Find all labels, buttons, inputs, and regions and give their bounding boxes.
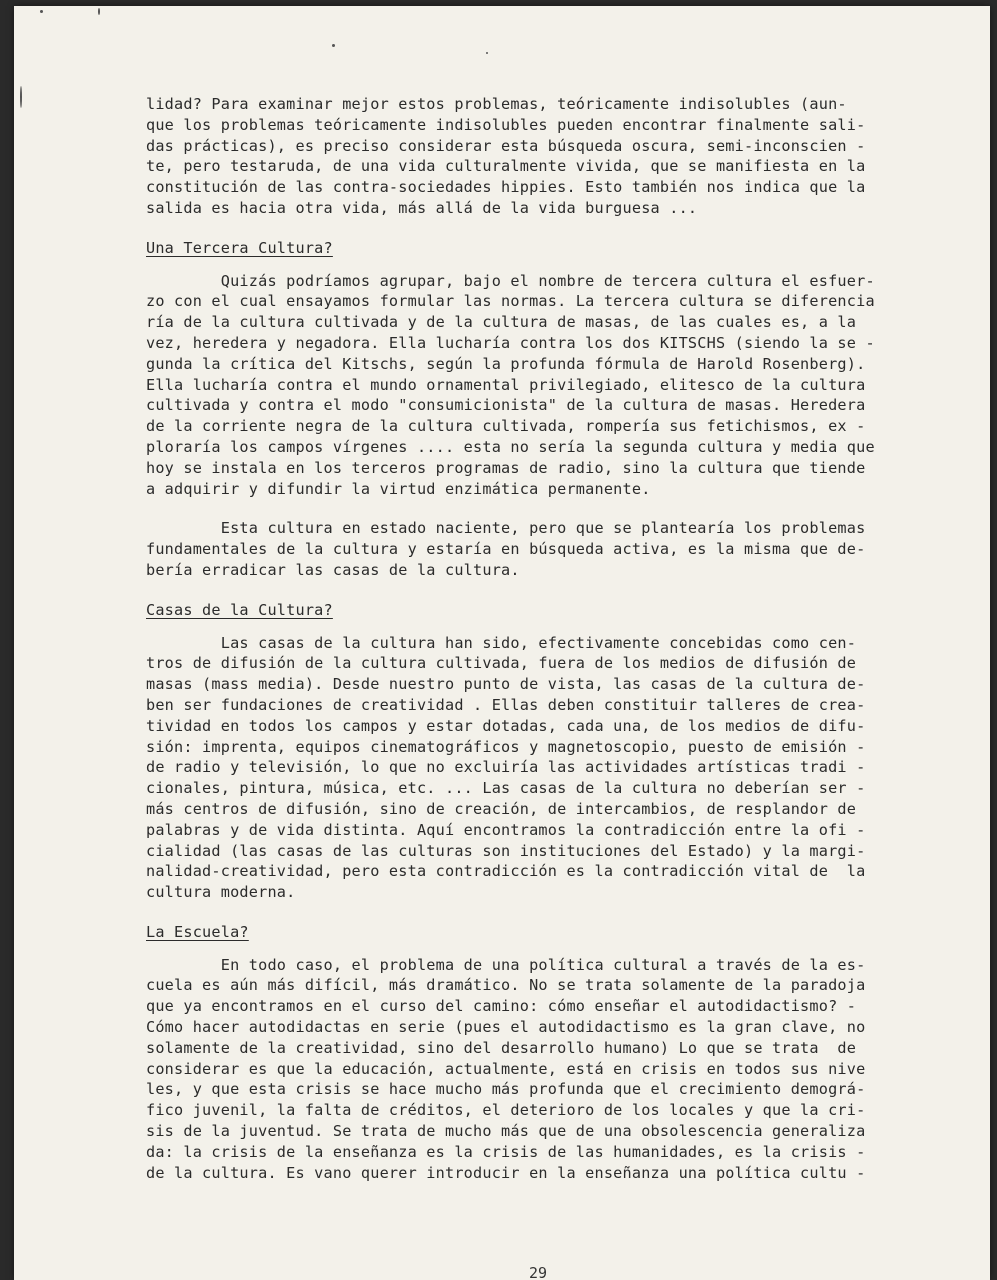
text-line: sis de la juventud. Se trata de mucho más que de una obsolescencia generaliza [146,1122,866,1141]
text-line: les, y que esta crisis se hace mucho más profunda que el crecimiento demográ- [146,1080,866,1099]
text-line: de la cultura. Es vano querer introducir en la enseñanza una política cultu - [146,1163,866,1182]
text-line: nalidad-creatividad, pero esta contradicción es la contradicción vital de la [146,862,866,881]
heading-casas-cultura: Casas de la Cultura? [146,600,333,619]
text-line: da: la crisis de la enseñanza es la crisis de las humanidades, es la crisis - [146,1142,866,1161]
text-line: hoy se instala en los terceros programas de radio, sino la cultura que tiende [146,458,866,477]
text-line: que ya encontramos en el curso del camino: cómo enseñar el autodidactismo? - [146,997,857,1016]
text-line: tividad en todos los campos y estar dotadas, cada una, de los medios de difu- [146,716,866,735]
text-line: masas (mass media). Desde nuestro punto de vista, las casas de la cultura de- [146,675,866,694]
page-number: 29 [529,1264,548,1280]
paragraph-escuela [146,955,958,1184]
text-line: salida es hacia otra vida, más allá de la vida burguesa ... [146,198,698,217]
text-line: que los problemas teóricamente indisolubles pueden encontrar finalmente sali- [146,115,866,134]
document-body [146,94,958,1183]
speck [98,8,100,15]
text-line: sión: imprenta, equipos cinematográficos y magnetoscopio, puesto de emisión - [146,737,866,756]
text-line: constitución de las contra-sociedades hippies. Esto también nos indica que la [146,178,866,197]
heading-tercera-cultura: Una Tercera Cultura? [146,238,333,257]
text-line: de radio y televisión, lo que no excluiría las actividades artísticas tradi - [146,758,866,777]
text-line: considerar es que la educación, actualmente, está en crisis en todos sus nive [146,1059,866,1078]
text-line: Cómo hacer autodidactas en serie (pues el autodidactismo es la gran clave, no [146,1018,866,1037]
speck [332,44,335,47]
text-line: ploraría los campos vírgenes .... esta no sería la segunda cultura y media que [146,437,875,456]
text-line: a adquirir y difundir la virtud enzimática permanente. [146,479,651,498]
text-line: Quizás podríamos agrupar, bajo el nombre de tercera cultura el esfuer- [146,271,875,290]
speck [20,86,22,108]
text-line: cuela es aún más difícil, más dramático. No se trata solamente de la paradoja [146,976,866,995]
text-line: ben ser fundaciones de creatividad . Ellas deben constituir talleres de crea- [146,695,866,714]
speck [40,10,43,13]
text-line: cultura moderna. [146,883,296,902]
text-line: ría de la cultura cultivada y de la cultura de masas, de las cuales es, a la [146,313,857,332]
text-line: das prácticas), es preciso considerar esta búsqueda oscura, semi-inconscien - [146,136,866,155]
text-line: fundamentales de la cultura y estaría en búsqueda activa, es la misma que de- [146,540,866,559]
document-page [14,6,990,1280]
paragraph-cultura-naciente [146,518,958,580]
text-line: palabras y de vida distinta. Aquí encontramos la contradicción entre la ofi - [146,820,866,839]
text-line: Las casas de la cultura han sido, efectivamente concebidas como cen- [146,633,857,652]
text-line: cialidad (las casas de las culturas son instituciones del Estado) y la margi- [146,841,866,860]
text-line: más centros de difusión, sino de creación, de intercambios, de resplandor de [146,799,857,818]
text-line: cionales, pintura, música, etc. ... Las casas de la cultura no deberían ser - [146,779,866,798]
text-line: cultivada y contra el modo "consumicionista" de la cultura de masas. Heredera [146,396,866,415]
text-line: solamente de la creatividad, sino del desarrollo humano) Lo que se trata de [146,1038,857,1057]
paragraph-casas-cultura [146,633,958,903]
text-line: Ella lucharía contra el mundo ornamental privilegiado, elitesco de la cultura [146,375,866,394]
text-line: fico juvenil, la falta de créditos, el deterioro de los locales y que la cri- [146,1101,866,1120]
speck [486,52,488,54]
text-line: zo con el cual ensayamos formular las normas. La tercera cultura se diferencia [146,292,875,311]
text-line: tros de difusión de la cultura cultivada, fuera de los medios de difusión de [146,654,857,673]
text-line: te, pero testaruda, de una vida culturalmente vivida, que se manifiesta en la [146,157,866,176]
text-line: bería erradicar las casas de la cultura. [146,560,520,579]
text-line: de la corriente negra de la cultura cultivada, rompería sus fetichismos, ex - [146,417,866,436]
paragraph-intro [146,94,958,219]
text-line: Esta cultura en estado naciente, pero que se plantearía los problemas [146,519,866,538]
text-line: gunda la crítica del Kitschs, según la profunda fórmula de Harold Rosenberg). [146,354,866,373]
text-line: En todo caso, el problema de una política cultural a través de la es- [146,955,866,974]
text-line: lidad? Para examinar mejor estos problemas, teóricamente indisolubles (aun- [146,95,847,113]
text-line: vez, heredera y negadora. Ella lucharía contra los dos KITSCHS (siendo la se - [146,333,875,352]
heading-escuela: La Escuela? [146,922,249,941]
paragraph-tercera-cultura [146,271,958,500]
